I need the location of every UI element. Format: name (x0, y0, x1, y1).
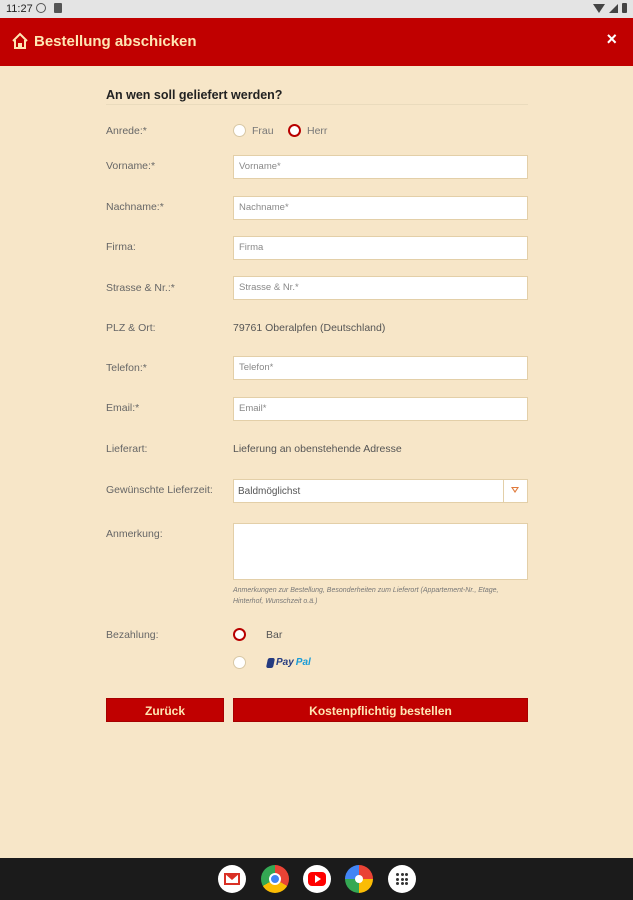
form-heading: An wen soll geliefert werden? (106, 88, 283, 102)
strasse-label: Strasse & Nr.:* (106, 282, 175, 294)
sd-card-icon (54, 3, 62, 13)
vorname-label: Vorname:* (106, 160, 156, 172)
dropdown-button[interactable] (503, 480, 527, 502)
anrede-label: Anrede:* (106, 125, 147, 137)
vorname-input[interactable]: Vorname* (233, 155, 528, 179)
plz-ort-value: 79761 Oberalpfen (Deutschland) (233, 322, 386, 334)
radio-bar-label: Bar (266, 629, 283, 641)
email-label: Email:* (106, 402, 140, 414)
anmerkung-textarea[interactable] (233, 523, 528, 580)
order-button[interactable]: Kostenpflichtig bestellen (233, 698, 528, 722)
radio-frau[interactable] (233, 124, 246, 137)
email-input[interactable]: Email* (233, 397, 528, 421)
page-title: Bestellung abschicken (34, 33, 197, 50)
close-icon[interactable]: × (606, 29, 617, 49)
divider (106, 104, 528, 105)
lieferart-label: Lieferart: (106, 443, 148, 455)
chevron-down-icon (511, 487, 519, 493)
bezahlung-label: Bezahlung: (106, 629, 159, 641)
app-dock (0, 858, 633, 900)
gmail-icon[interactable] (218, 865, 246, 893)
radio-frau-label: Frau (252, 125, 274, 137)
nachname-label: Nachname:* (106, 201, 164, 213)
lieferart-value: Lieferung an obenstehende Adresse (233, 443, 402, 455)
radio-paypal[interactable] (233, 656, 246, 669)
chrome-icon[interactable] (261, 865, 289, 893)
radio-bar[interactable] (233, 628, 246, 641)
telefon-input[interactable]: Telefon* (233, 356, 528, 380)
wifi-icon (593, 4, 605, 13)
radio-herr-label: Herr (307, 125, 328, 137)
battery-icon (622, 3, 627, 13)
home-icon (11, 32, 29, 50)
app-drawer-icon[interactable] (388, 865, 416, 893)
telefon-label: Telefon:* (106, 362, 147, 374)
firma-input[interactable]: Firma (233, 236, 528, 260)
lieferzeit-value: Baldmöglichst (238, 486, 301, 497)
signal-icon (609, 4, 618, 13)
anmerkung-hint: Anmerkungen zur Bestellung, Besonderheiten zum Lieferort (Appartement-Nr., Etage, Hinterhof, Wunschzeit o.ä.) (233, 587, 499, 605)
strasse-input[interactable]: Strasse & Nr.* (233, 276, 528, 300)
clock: 11:27 (6, 3, 33, 15)
anmerkung-label: Anmerkung: (106, 528, 163, 540)
paypal-icon (266, 658, 275, 668)
nachname-input[interactable]: Nachname* (233, 196, 528, 220)
photos-icon[interactable] (345, 865, 373, 893)
notification-icon (36, 3, 46, 13)
firma-label: Firma: (106, 241, 136, 253)
back-button[interactable]: Zurück (106, 698, 224, 722)
plz-ort-label: PLZ & Ort: (106, 322, 156, 334)
radio-herr[interactable] (288, 124, 301, 137)
status-bar (0, 0, 633, 18)
youtube-icon[interactable] (303, 865, 331, 893)
title-bar (0, 18, 633, 66)
lieferzeit-select[interactable] (233, 479, 528, 503)
paypal-logo: Pay Pal (267, 657, 311, 668)
lieferzeit-label: Gewünschte Lieferzeit: (106, 484, 213, 496)
